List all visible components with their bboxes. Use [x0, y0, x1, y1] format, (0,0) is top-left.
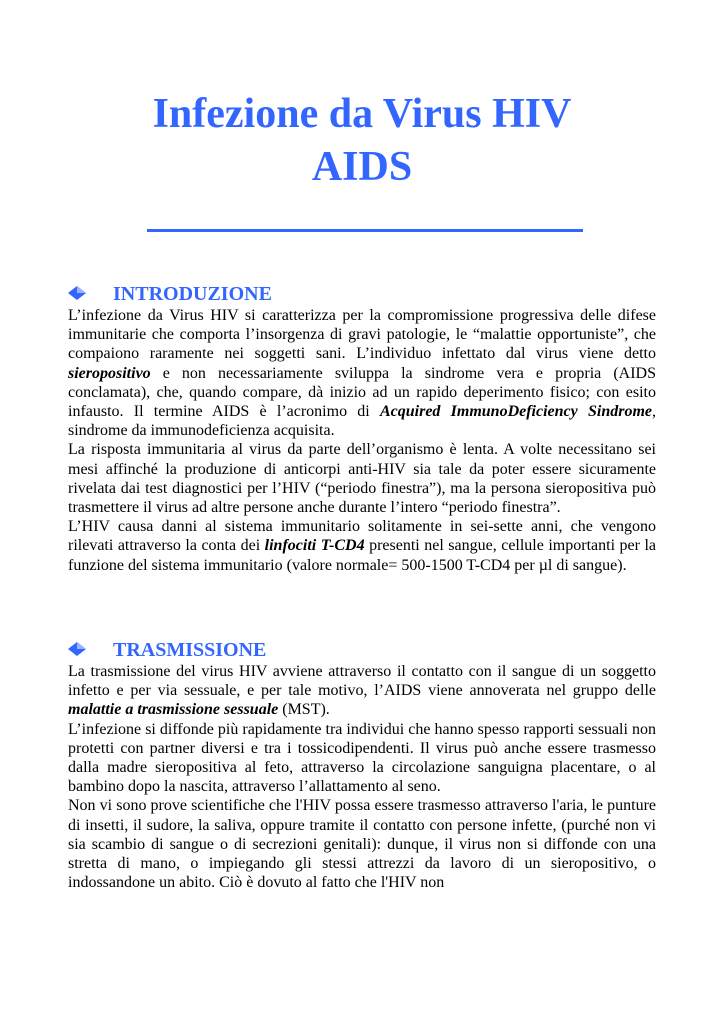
- paragraph: L’infezione da Virus HIV si caratterizza per la compromissione progressiva delle difese immunitarie che comporta l’insorgenza di gravi patologie, le “malattie opportuniste”, che compaiono raramente nei soggetti sani. L’individuo infettato dal virus viene detto sieropositivo e non necessariamente sviluppa la sindrome vera e propria (AIDS conclamata), che, quando compare, dà inizio ad un rapido deperimento fisico; con esito infausto. Il termine AIDS è l’acronimo di Acquired ImmunoDeficiency Sindrome, sindrome da immunodeficienza acquisita.: [68, 307, 656, 440]
- paragraph: La trasmissione del virus HIV avviene attraverso il contatto con il sangue di un soggetto infetto e per via sessuale, e per tale motivo, l’AIDS viene annoverata nel gruppo delle malattie a trasmissione sessuale (MST).: [68, 663, 656, 719]
- diamond-bullet-icon: [68, 642, 86, 656]
- paragraph: L’infezione si diffonde più rapidamente tra individui che hanno spesso rapporti sessuali non protetti con partner diversi e tra i tossicodipendenti. Il virus può anche essere trasmesso dalla madre sieropositiva al feto, attraverso la circolazione sanguigna placentare, o al bambino dopo la nascita, attraverso l’allattamento al seno.: [68, 720, 656, 796]
- emphasis-term: linfociti T-CD4: [264, 537, 365, 555]
- section-trasmissione: [68, 638, 656, 892]
- document-title: [0, 88, 724, 194]
- section-heading-text: INTRODUZIONE: [113, 283, 272, 305]
- section-introduzione: [68, 282, 656, 575]
- section-heading: [68, 282, 656, 306]
- paragraph: Non vi sono prove scientifiche che l'HIV possa essere trasmesso attraverso l'aria, le punture di insetti, il sudore, la saliva, oppure tramite il contatto con persone infette, (purché non vi sia scambio di sangue o di secrezioni genitali): dunque, il virus non si diffonde con una stretta di mano, o impiegando gli stessi attrezzi da lavoro di un sieropositivo, o indossandone un abito. Ciò è dovuto al fatto che l'HIV non: [68, 797, 656, 892]
- title-line-2: AIDS: [311, 144, 413, 190]
- title-line-1: Infezione da Virus HIV: [152, 91, 572, 137]
- section-heading-text: TRASMISSIONE: [113, 639, 267, 661]
- title-underline: [147, 229, 583, 232]
- emphasis-term: sieropositivo: [68, 364, 151, 382]
- paragraph: La risposta immunitaria al virus da parte dell’organismo è lenta. A volte necessitano sei mesi affinché la produzione di anticorpi anti-HIV sia tale da poter essere sicuramente rivelata dai test diagnostici per l’HIV (“periodo finestra”), ma la persona sieropositiva può trasmettere il virus ad altre persone anche durante l’intero “periodo finestra”.: [68, 441, 656, 517]
- paragraph: L’HIV causa danni al sistema immunitario solitamente in sei-sette anni, che vengono rilevati attraverso la conta dei linfociti T-CD4 presenti nel sangue, cellule importanti per la funzione del sistema immunitario (valore normale= 500-1500 T-CD4 per µl di sangue).: [68, 518, 656, 574]
- emphasis-term: Acquired ImmunoDeficiency Sindrome: [379, 403, 652, 421]
- section-body: [68, 662, 656, 892]
- diamond-bullet-icon: [68, 286, 86, 300]
- section-body: [68, 306, 656, 575]
- emphasis-term: malattie a trasmissione sessuale: [68, 701, 279, 719]
- section-heading: [68, 638, 656, 662]
